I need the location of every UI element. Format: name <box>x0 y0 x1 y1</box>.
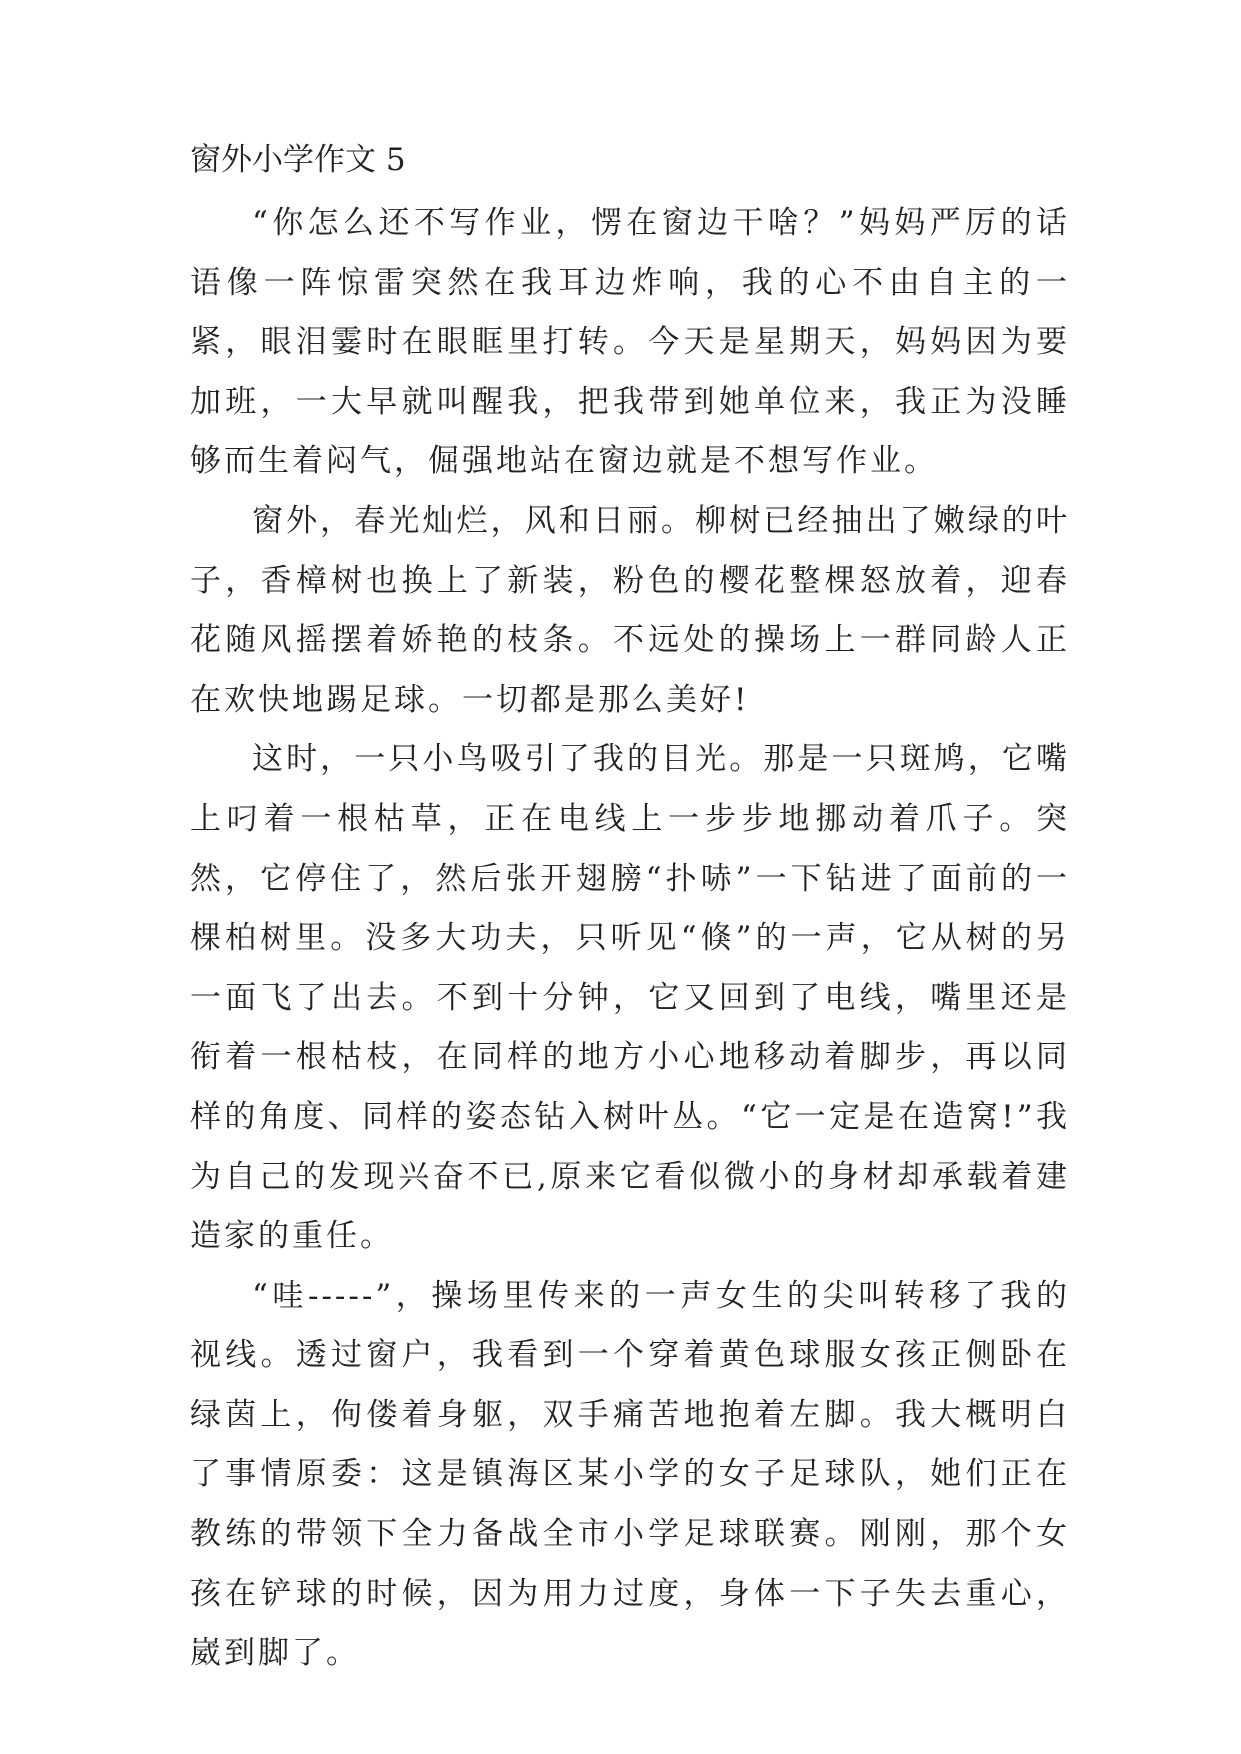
document-title: 窗外小学作文 5 <box>190 142 406 178</box>
paragraph-4: “哇-----”，操场里传来的一声女生的尖叫转移了我的视线。透过窗户，我看到一个穿着黄色球服女孩正侧卧在绿茵上，佝偻着身躯，双手痛苦地抱着左脚。我大概明白了事情原委：这是镇海区某小学的女子足球队，她们正在教练的带领下全力备战全市小学足球联赛。刚刚，那个女孩在铲球的时候，因为用力过度，身体一下子失去重心，崴到脚了。 <box>190 1277 1070 1672</box>
document-page <box>190 140 1070 1684</box>
paragraph-1: “你怎么还不写作业，愣在窗边干啥？”妈妈严厉的话语像一阵惊雷突然在我耳边炸响，我的心不由自主的一紧，眼泪霎时在眼眶里打转。今天是星期天，妈妈因为要加班，一大早就叫醒我，把我带到她单位来，我正为没睡够而生着闷气，倔强地站在窗边就是不想写作业。 <box>190 205 1070 480</box>
paragraph-2: 窗外，春光灿烂，风和日丽。柳树已经抽出了嫩绿的叶子，香樟树也换上了新装，粉色的樱花整棵怒放着，迎春花随风摇摆着娇艳的枝条。不远处的操场上一群同龄人正在欢快地踢足球。一切都是那么美好! <box>190 502 1070 718</box>
paragraph-3: 这时，一只小鸟吸引了我的目光。那是一只斑鸠，它嘴上叼着一根枯草，正在电线上一步步地挪动着爪子。突然，它停住了，然后张开翅膀“扑哧”一下钻进了面前的一棵柏树里。没多大功夫，只听见“倏”的一声，它从树的另一面飞了出去。不到十分钟，它又回到了电线，嘴里还是衔着一根枯枝，在同样的地方小心地移动着脚步，再以同样的角度、同样的姿态钻入树叶丛。“它一定是在造窝!”我为自己的发现兴奋不已,原来它看似微小的身材却承载着建造家的重任。 <box>190 741 1070 1255</box>
